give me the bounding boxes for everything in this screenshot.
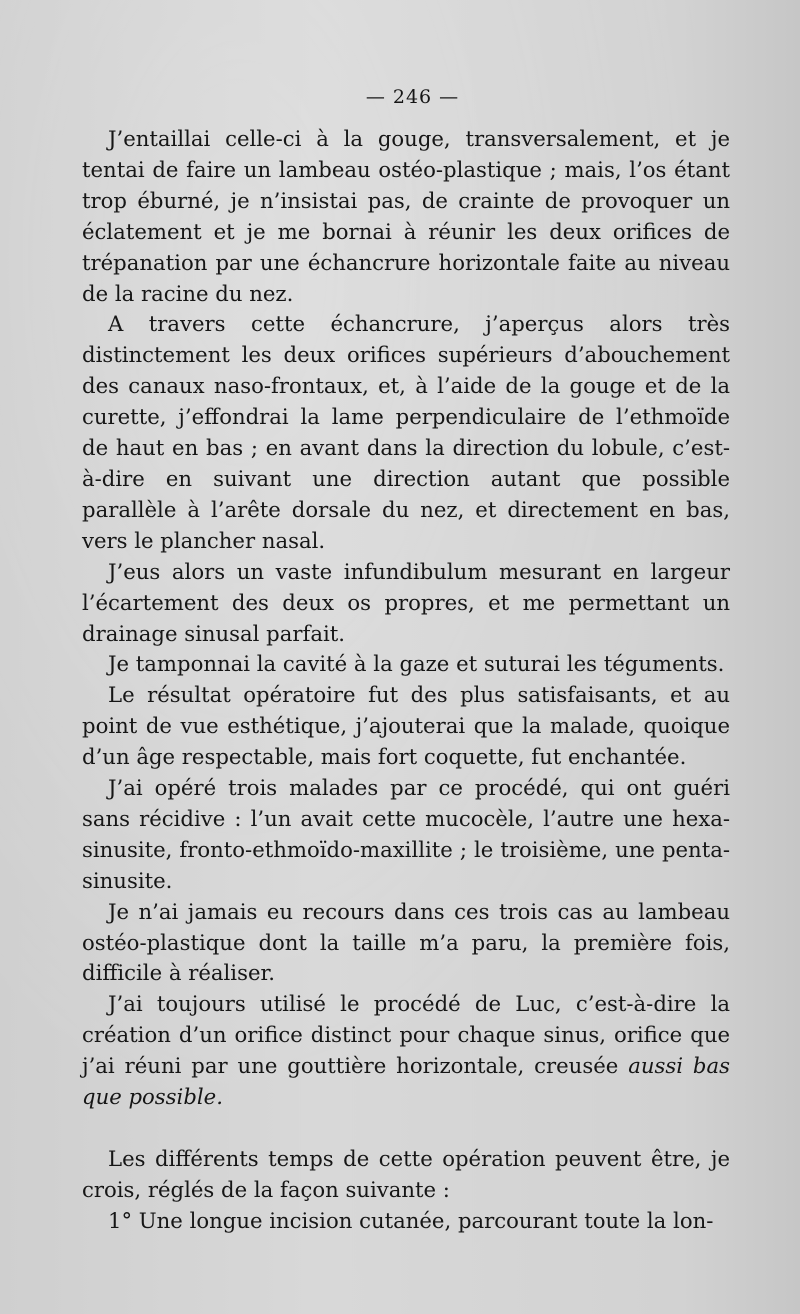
- paragraph-procede-luc-text: J’ai toujours utilisé le procédé de Luc, c’est-à-dire la création d’un orifice distinct pour chaque sinus, orifice que j’ai réuni par une gouttière horizontale, creusée: [82, 991, 730, 1079]
- paragraph-procede-luc: [82, 989, 730, 1113]
- paragraph-lambeau: Je n’ai jamais eu recours dans ces trois cas au lambeau ostéo-plastique dont la taille m’a paru, la première fois, difficile à réaliser.: [82, 898, 730, 986]
- paragraph-temps-operation: Les différents temps de cette opération peuvent être, je crois, réglés de la façon suivante :: [82, 1146, 730, 1202]
- page-number: — 246 —: [365, 86, 460, 108]
- paragraph-infundibulum: J’eus alors un vaste infundibulum mesurant en largeur l’écartement des deux os propres, et me permettant un drainage sinusal parfait.: [82, 558, 730, 646]
- italic-emphasis: aussi bas que possible.: [82, 1053, 730, 1110]
- paragraph-echancrure: A travers cette échancrure, j’aperçus alors très distinctement les deux orifices supérieurs d’abouchement des canaux naso-frontaux, et, à l’aide de la gouge et de la curette, j’effondrai la lame perpendiculaire de l’ethmoïde de haut en bas ; en avant dans la direction du lobule, c’est-à-dire en suivant une direction autant que possible parallèle à l’arête dorsale du nez, et directement en bas, vers le plancher nasal.: [82, 311, 730, 553]
- paragraph-incision: 1° Une longue incision cutanée, parcourant toute la lon-: [108, 1207, 714, 1233]
- paragraph-malades: J’ai opéré trois malades par ce procédé, qui ont guéri sans récidive : l’un avait cette mucocèle, l’autre une hexa-sinusite, fronto-ethmoïdo-maxillite ; le troisième, une penta-sinusite.: [82, 775, 730, 893]
- paragraph-tamponnement: Je tamponnai la cavité à la gaze et suturai les téguments.: [108, 651, 725, 677]
- paragraph-trepanation: J’entaillai celle-ci à la gouge, transversalement, et je tentai de faire un lambeau ostéo-plastique ; mais, l’os étant trop éburné, je n’insistai pas, de crainte de provoquer un éclatement et je me bornai à réunir les deux orifices de trépanation par une échancrure horizontale faite au niveau de la racine du nez.: [82, 126, 730, 306]
- paragraph-resultat: Le résultat opératoire fut des plus satisfaisants, et au point de vue esthétique, j’ajouterai que la malade, quoique d’un âge respectable, mais fort coquette, fut enchantée.: [82, 682, 730, 770]
- page-body: [82, 124, 730, 1237]
